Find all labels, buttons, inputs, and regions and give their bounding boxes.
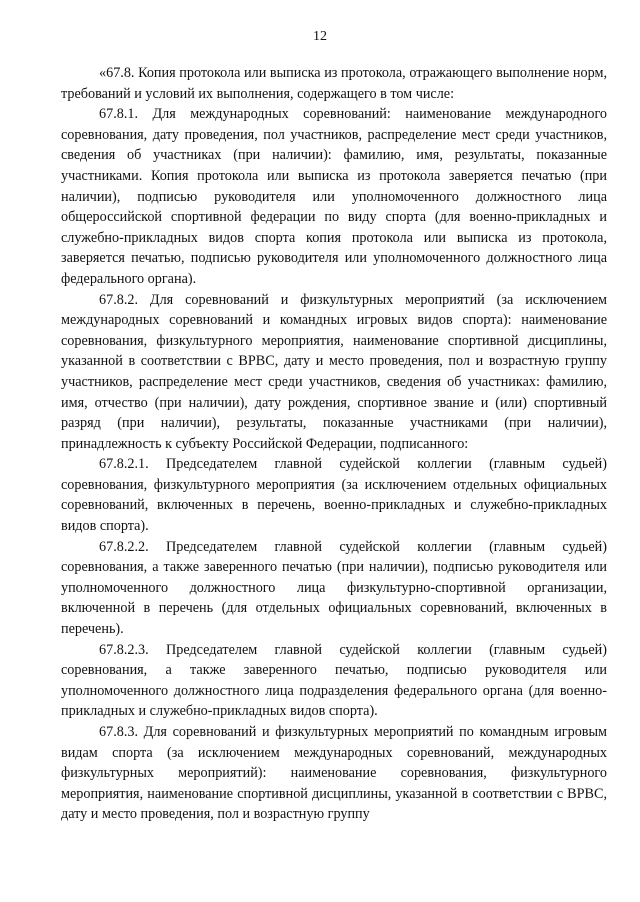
paragraph-67-8-2-2 <box>61 537 607 640</box>
item-number: 67.8.2. <box>99 291 139 308</box>
paragraph-67-8-1 <box>61 104 607 289</box>
paragraph-text: Председателем главной судейской коллегии (главным судьей) соревнования, физкультурного мероприятия (за исключением отдельных официальных соревнований, включенных в перечень, военно-прикладных и служебно-прикладных видов спорта). <box>61 456 607 535</box>
paragraph-text: «67.8. Копия протокола или выписка из протокола, отражающего выполнение норм, требований и условий их выполнения, содержащего в том числе: <box>61 65 607 102</box>
item-number: 67.8.3. <box>99 724 139 740</box>
paragraph-text: Для международных соревнований: наименование международного соревнования, дату проведения, пол участников, распределение мест среди участников, сведения об участниках (при наличии): фамилию, имя, результаты, показанные участниками. Копия протокола или выписка из протокола заверяется печатью (при наличии), подписью руководителя или уполномоченного должностного лица общероссийской спортивной федерации по виду спорта (для военно-прикладных и служебно-прикладных видов спорта копия протокола или выписка из протокола, заверяется печатью, подписью руководителя или уполномоченного должностного лица федерального органа). <box>61 106 607 287</box>
item-number: 67.8.1. <box>99 106 139 123</box>
paragraph-67-8-3 <box>61 722 607 825</box>
item-number: 67.8.2.2. <box>99 538 149 555</box>
item-number: 67.8.2.3. <box>99 641 149 658</box>
page-number: 12 <box>313 29 327 44</box>
item-number: 67.8.2.1. <box>99 456 149 473</box>
paragraph-67-8-2 <box>61 290 607 455</box>
paragraph-67-8-2-1 <box>61 454 607 536</box>
paragraph-67-8 <box>61 63 607 104</box>
paragraph-text: Председателем главной судейской коллегии (главным судьей) соревнования, а также заверенного печатью (при наличии), подписью руководителя или уполномоченного должностного лица физкультурно-спортивной организации, включенной в перечень (для отдельных официальных соревнований, включенных в перечень). <box>61 538 607 638</box>
paragraph-text: Для соревнований и физкультурных мероприятий по командным игровым видам спорта (за исключением международных соревнований, международных физкультурных мероприятий): наименование соревнования, физкультурного мероприятия, наименование спортивной дисциплины, указанной в соответствии с ВРВС, дату и место проведения, пол и возрастную группу <box>61 724 608 823</box>
paragraph-text: Для соревнований и физкультурных мероприятий (за исключением международных соревнований и командных игровых видов спорта): наименование соревнования, физкультурного мероприятия, наименование спортивной дисциплины, указанной в соответствии с ВРВС, дату и место проведения, пол и возрастную группу участников, распределение мест среди участников, сведения об участниках: фамилию, имя, отчество (при наличии), дату рождения, спортивное звание и (или) спортивный разряд (при наличии), результаты, показанные участниками (при наличии), принадлежность к субъекту Российской Федерации, подписанного: <box>61 291 608 452</box>
paragraph-67-8-2-3 <box>61 640 607 722</box>
paragraph-text: Председателем главной судейской коллегии (главным судьей) соревнования, а также заверенного печатью, подписью руководителя или уполномоченного должностного лица подразделения федерального органа (для военно-прикладных и служебно-прикладных видов спорта). <box>61 641 607 720</box>
document-body <box>61 63 607 825</box>
